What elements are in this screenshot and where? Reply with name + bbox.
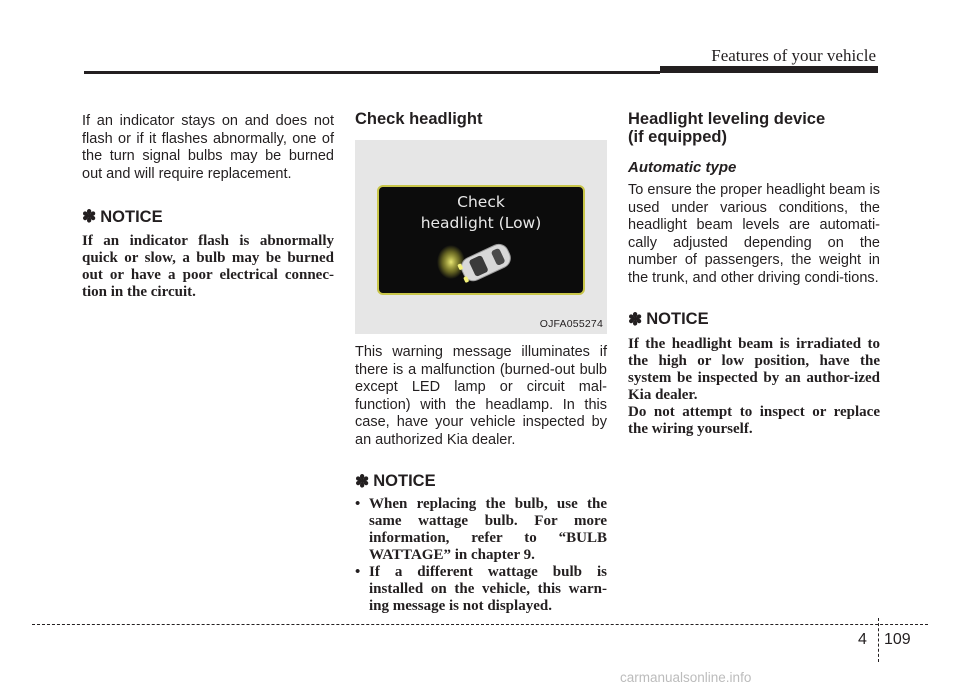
running-header: Features of your vehicle xyxy=(711,46,876,65)
watermark: carmanualsonline.info xyxy=(620,670,752,685)
notice-star-icon: ✽ xyxy=(82,207,97,227)
intro-paragraph: If an indicator stays on and does not flash or if it flashes abnormally, one of the turn signal bulbs may be burned out and will require replacement. xyxy=(82,113,334,182)
section-heading: Check headlight xyxy=(355,110,483,128)
notice-star-icon: ✽ xyxy=(355,471,370,491)
page-number: 109 xyxy=(884,631,911,648)
car-headlight-icon xyxy=(437,239,527,285)
column-left xyxy=(82,113,334,301)
notice-heading-label: NOTICE xyxy=(373,472,436,491)
column-middle xyxy=(355,110,607,128)
display-message-line2: headlight (Low) xyxy=(420,214,542,232)
display-message-line1: Check xyxy=(457,193,505,211)
notice-text: If an indicator flash is abnormally quick or slow, a bulb may be burned out or have a poor electrical connec-tion in the circuit. xyxy=(82,233,334,301)
notice-heading xyxy=(628,310,880,330)
footer-rule xyxy=(32,624,928,625)
column-right xyxy=(628,110,880,438)
notice-bullet: • When replacing the bulb, use the same wattage bulb. For more information, refer to “BULB WATTAGE” in chapter 9. xyxy=(355,496,607,564)
warning-paragraph: This warning message illuminates if there is a malfunction (burned-out bulb except LED lamp or circuit mal-function) with the headlamp. In this case, have your vehicle inspected by an authorized Kia dealer. xyxy=(355,344,607,448)
column-middle-body xyxy=(355,344,607,615)
notice-star-icon: ✽ xyxy=(628,309,643,329)
header-tab-bar xyxy=(660,66,878,73)
figure-code: OJFA055274 xyxy=(539,318,603,330)
subheading: Automatic type xyxy=(628,159,737,176)
chapter-number: 4 xyxy=(858,631,867,648)
notice-heading-label: NOTICE xyxy=(646,310,709,329)
notice-text: If the headlight beam is irradiated to the high or low position, have the system be inspected by an author-ized Kia dealer. xyxy=(628,335,880,403)
notice-heading-label: NOTICE xyxy=(100,207,163,226)
notice-bullet: • If a different wattage bulb is installed on the vehicle, this warn-ing message is not displayed. xyxy=(355,564,607,615)
notice-heading xyxy=(355,472,607,492)
leveling-paragraph: To ensure the proper headlight beam is used under various conditions, the headlight beam levels are automati-cally adjusted depending on the number of passengers, the weight in the trunk, and other driving condi-tions. xyxy=(628,182,880,286)
header-rule xyxy=(84,71,660,74)
notice-text: Do not attempt to inspect or replace the wiring yourself. xyxy=(628,403,880,437)
section-heading: Headlight leveling device xyxy=(628,110,826,128)
section-heading-line2: (if equipped) xyxy=(628,128,727,146)
dashboard-message-figure xyxy=(355,140,607,334)
footer-divider xyxy=(878,618,879,662)
notice-heading xyxy=(82,207,334,227)
notice-bullet-list xyxy=(355,496,607,615)
cluster-display xyxy=(377,185,585,295)
